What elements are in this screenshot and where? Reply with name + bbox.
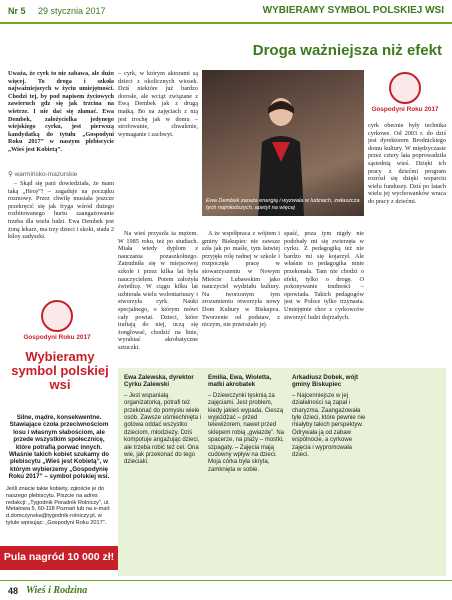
article-photo bbox=[202, 70, 364, 216]
badge-label: Gospodyni Roku 2017 bbox=[371, 106, 439, 113]
opinion-item bbox=[208, 374, 286, 474]
gospodyni-badge-top bbox=[368, 72, 442, 118]
location-pin-icon: ⚲ bbox=[8, 171, 13, 178]
article-column-5 bbox=[368, 122, 446, 366]
article-paragraph: A że współpraca z wójtem i gminy Biskupiec nie zawsze szła jak po maśle, tym łatwiej przyjęła rolę radnej w szkole i rozpoczęła pracę w stowarzyszeniu w Nowym Mieście Lubawskim jako nauczyciel wydziału kultury. Na tworzonym tym zrozumieniu otworzyła nowy Dom Kultury w Biskupcu. Tworzenie od podstaw, z niczym, nie przerażało jej. bbox=[202, 230, 280, 329]
section-title: WYBIERAMY SYMBOL POLSKIEJ WSI bbox=[262, 5, 444, 16]
prize-banner bbox=[0, 546, 118, 570]
article-paragraph: cyrk obecnie były technika cyrkowe. Od 2003 r. do dziś jest dyrektorem Brodnickiego domu kultury. W międzyczasie przez cztery lata poprowadziła sąsiednią wieś. Dzięki ich pracy z dziećmi program rozrósł się dzięki wsparciu wielu funduszy. Dziś po latach wielu jej wychowanków wraca do pracy z dziećmi. bbox=[368, 122, 446, 205]
article-lead: Uważa, że cyrk to nie zabawa, ale dużo więcej. To droga i szkoła najważniejszych w życiu umiejętności. Chodzi tej, by pod napisem życiowych zawieruch gdz się jak trzcina na wietrze. I nie dać się złamać. Ewa Dembek, założycielka jedynego wiejskiego cyrku, jest pierwszą kandydatką do tytułu „Gospodyni Roku 2017” w naszym plebiscycie „Wieś jest Kobietą”. bbox=[8, 70, 114, 153]
opinion-author: Ewa Zalewska, dyrektor Cyrku Zalewski bbox=[124, 374, 194, 389]
page-header bbox=[0, 0, 452, 24]
opinion-item bbox=[124, 374, 202, 467]
issue-date: 29 stycznia 2017 bbox=[38, 6, 106, 16]
article-title: Droga ważniejsza niż efekt bbox=[252, 42, 442, 59]
opinion-author: Emilia, Ewa, Wioletta, matki akrobatek bbox=[208, 374, 272, 389]
opinions-panel bbox=[118, 368, 446, 576]
photo-caption: Ewa Dembek zaraża energią i wyzwala w ludziach, zwłaszcza tych najmłodszych, apetyt na więcej bbox=[206, 198, 360, 211]
location-text: warmińsko-mazurskie bbox=[14, 171, 78, 178]
rosette-icon bbox=[389, 72, 421, 104]
badge-label: Gospodyni Roku 2017 bbox=[23, 334, 91, 341]
article-column-2 bbox=[118, 70, 198, 198]
article-paragraph: Na wieś przyszła ta mężem. W 1985 roku, też po studiach. Miała wtedy dyplom z nauczania pozaszkolnego. Zatrudniła się w miejscowej szkole i przez kilka lat była nauczycielem. Potem założyła świetlicę. W ciągu kilku lat uzbierała wielu wolontariuszy i stworzyła cyrk. Nauki specjalnego, o którym mówi cały powiat. Dzieci, które trafiają do niej, uczą się żonglować, chodzić na linie, wyrabiać akrobatyczne sztuczki. bbox=[118, 230, 198, 351]
opinion-text: – Jest wspaniałą organizatorką, potrafi też przekonać do pomysłu wiele osób. Zawsze uśmiechnięta i gotowa oddać wszystko dzieciom, młodzieży. Dziś kompotuje angażując dzieci, ale trzeba robić też cel. Ona wie, jak przekonać do tego dzieciaki. bbox=[124, 392, 202, 466]
issue-number: Nr 5 bbox=[8, 6, 26, 16]
article-column-1b bbox=[8, 180, 114, 298]
page-number: 48 bbox=[8, 586, 19, 596]
location-line bbox=[8, 170, 114, 178]
opinion-item bbox=[292, 374, 370, 459]
promo-small-text: Jeśli znacie takie kobiety, zgłoście je do naszego plebiscytu. Piszcie na adres redakcji: „Tygodnik Poradnik Rolniczy”, ul. Metalowa 5, 60-118 Poznań lub na e-mail: d.domczynska@tygodnik-rolniczy.pl, w tytule wpisując: „Gospodyni Roku 2017”. bbox=[6, 486, 111, 526]
magazine-brand: Wieś i Rodzina bbox=[26, 585, 88, 596]
article-paragraph: spaść, poza tym nigdy nie podobały mi się zwierzęta w cyrku. Z pedagogiką też nie bardzo mi się kojarzył. Ale właśnie to pedagogika mnie przekonała. Tam nie chodzi o efekt, tylko o drogę. O pokonywanie trudności – opowiada. Takich pedagogów jest w Polsce tylko trzynasta. Umiejętnie chce z cyrkowców stworzyć ludzi dojrzałych. bbox=[284, 230, 364, 321]
article-paragraph: – Skąd się pani dowiedziała, że mam taką „Hecę”? – zagaduje na początku rozmowy. Przez chwilę musiała jeszcze przekręcić się jak fryga wśród dużego rozbitowanego hurtu zaangażowanie trzeba dla wielu ludzi. Ewa Dembek jest żoną lekarz, ma trzy dzieci i skoki, stada 2 kiloy zadyszki. bbox=[8, 180, 114, 241]
article-paragraph: – cyrk, w którym aktorami są dzieci z okolicznych wiosek. Dziś niektóre już bardzo dorosłe, ale wciąż związane z Ewą Dembek jak z drugą matką. Bo na zajęciach z nią jest trochę jak w domu – strofowanie, chwalenie, wymaganie i zachwyt. bbox=[118, 70, 198, 138]
gospodyni-badge-promo bbox=[20, 300, 94, 346]
promo-bold-text: Silne, mądre, konsekwentne. Stawiające czoła przeciwnościom losu i własnym słabościom, ale przede wszystkim społecznicę, które potrafią porwać innych. Właśnie takich kobiet szukamy do plebiscytu „Wieś jest Kobietą”, w którym wybierzemy „Gospodynię Roku 2017” – symbol polskiej wsi. bbox=[8, 414, 110, 481]
rosette-icon bbox=[41, 300, 73, 332]
opinion-author: Arkadiusz Dobek, wójt gminy Biskupiec bbox=[292, 374, 359, 389]
plebiscite-promo bbox=[0, 300, 114, 574]
prize-text: Pula nagród 10 000 zł! bbox=[3, 551, 115, 563]
opinion-text: – Najcenniejsze w jej działalności są zapał i charyzma. Zaangażowała tyle dzieci, które pewnie nie miałyby takich perspektyw. Odrywała ją od zabaw wspólnocie, a cyrkowe zajęcia i wypromowała dzieci. bbox=[292, 392, 366, 459]
page-footer bbox=[0, 580, 452, 600]
opinion-text: – Dziewczynki tęsknią za zajęciami. Jest problem, kiedy jakieś wypada. Cieszą wyjeżdżać – przed telewizorem, nawet przed sklepem robią „gwiazdę”. Na spacerze, na plaży – mostki, szpagaty. – Zajęcia mają cudowny wpływ na dzieci. Moja córka była skryta, zamknięta w sobie. bbox=[208, 392, 285, 473]
promo-headline: Wybieramy symbol polskiej wsi bbox=[11, 349, 109, 392]
